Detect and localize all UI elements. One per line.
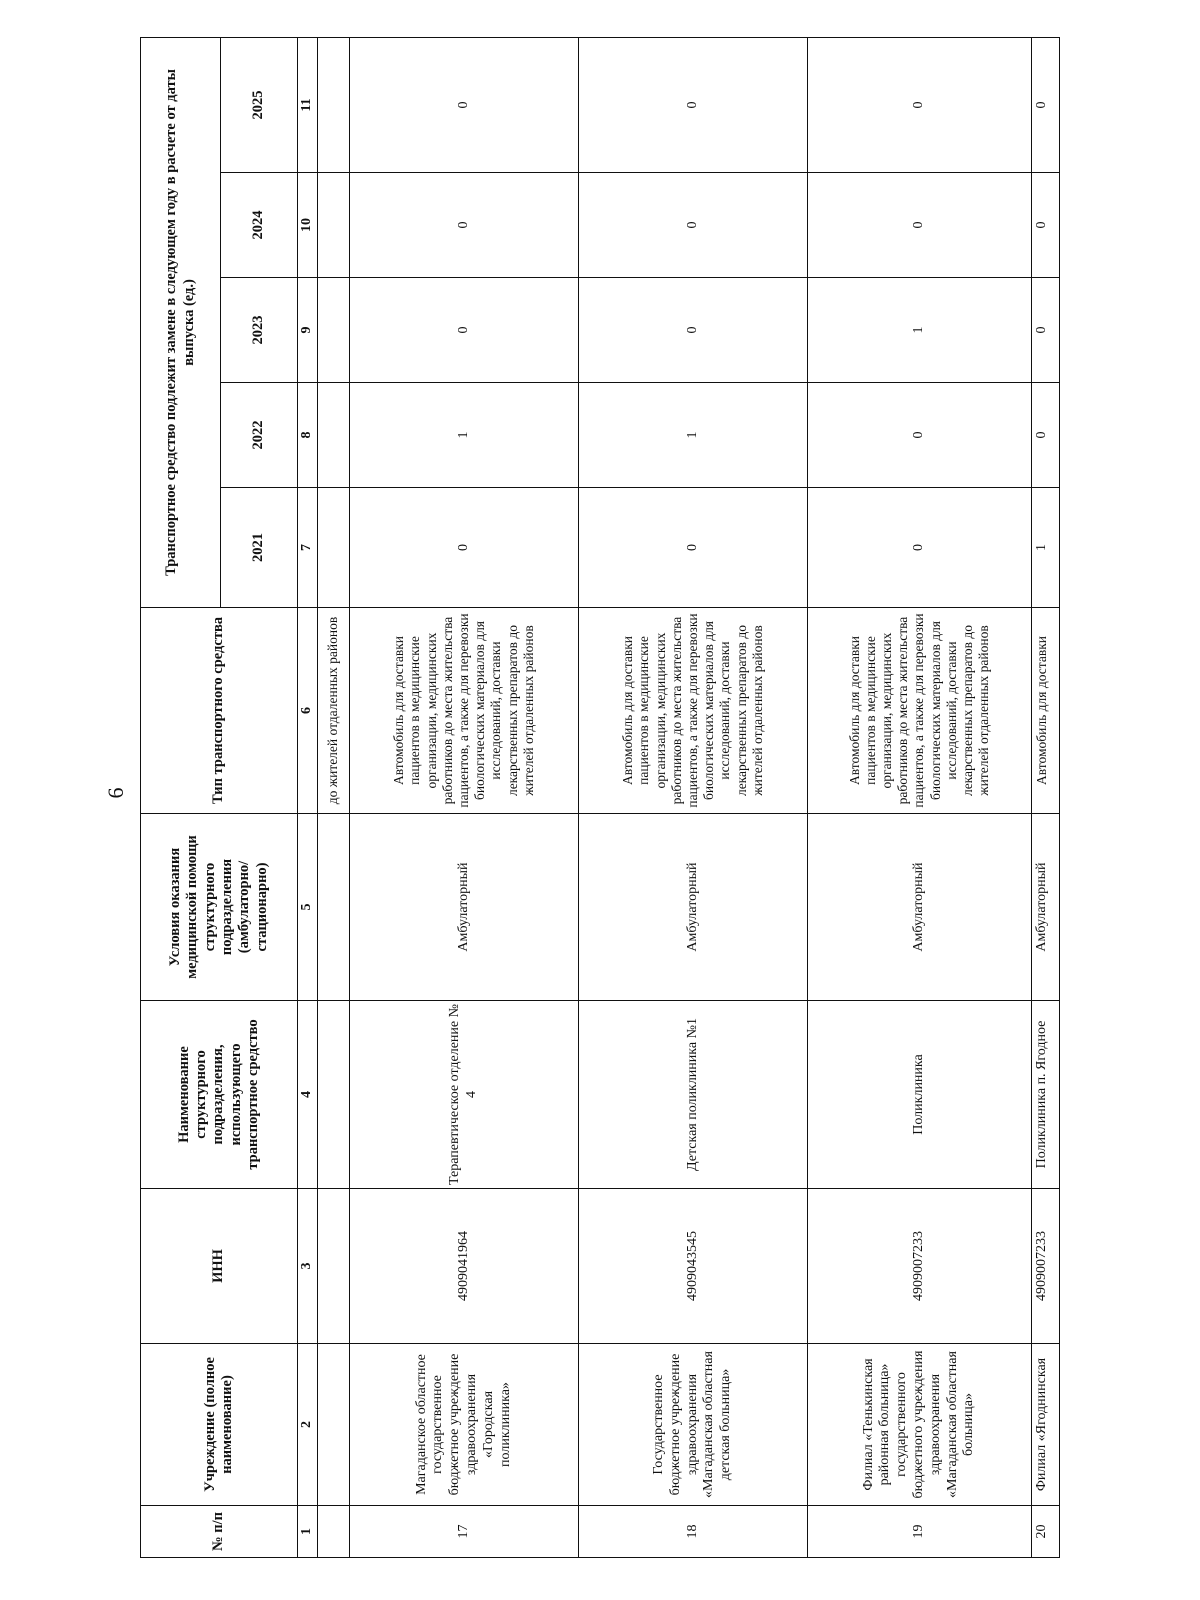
unit-cell: Детская поликлиника №1 (579, 1001, 808, 1189)
column-number: 6 (298, 608, 318, 814)
vehicle-type-cell: Автомобиль для доставки пациентов в медицинские организации, медицинских работников до места жительства пациентов, а также для перевозки биологических материалов для исследований, доставки лекарственных препаратов до жителей отдаленных районов (350, 608, 579, 814)
column-number: 5 (298, 814, 318, 1001)
vehicle-type-cell: Автомобиль для доставки пациентов в медицинские организации, медицинских работников до места жительства пациентов, а также для перевозки биологических материалов для исследований, доставки лекарственных препаратов до жителей отдаленных районов (579, 608, 808, 814)
year-2023-cell: 0 (350, 278, 579, 383)
header-num: № п/п (141, 1506, 298, 1558)
year-2021-cell: 0 (808, 488, 1032, 608)
conditions-cell: Амбулаторный (808, 814, 1032, 1001)
inn-cell: 4909043545 (579, 1189, 808, 1344)
year-2022-cell: 1 (579, 383, 808, 488)
column-number: 11 (298, 37, 318, 172)
vehicle-type-cell: Автомобиль для доставки (1031, 608, 1059, 814)
inn-cell: 4909041964 (350, 1189, 579, 1344)
institution-cell: Филиал «Тенькинская районная больница» государственного бюджетного учреждения здравоохранения «Магаданская областная больница» (808, 1344, 1032, 1506)
conditions-cell: Амбулаторный (579, 814, 808, 1001)
table-row (1031, 37, 1059, 1557)
header-inn: ИНН (141, 1189, 298, 1344)
year-2021-cell: 0 (350, 488, 579, 608)
year-2023-cell: 0 (579, 278, 808, 383)
year-2024-cell: 0 (350, 173, 579, 278)
unit-cell: Поликлиника п. Ягодное (1031, 1001, 1059, 1189)
continuation-row (317, 37, 349, 1557)
inn-cell: 4909007233 (1031, 1189, 1059, 1344)
year-2025-cell: 0 (808, 37, 1032, 172)
year-2023-cell: 1 (808, 278, 1032, 383)
column-number: 4 (298, 1001, 318, 1189)
column-number: 7 (298, 488, 318, 608)
header-year: 2023 (221, 278, 298, 383)
header-year: 2025 (221, 37, 298, 172)
column-number: 1 (298, 1506, 318, 1558)
column-number-row (298, 37, 318, 1557)
unit-cell: Терапевтическое отделение № 4 (350, 1001, 579, 1189)
conditions-cell: Амбулаторный (1031, 814, 1059, 1001)
vehicle-replacement-table (140, 37, 1060, 1558)
year-2022-cell: 0 (1031, 383, 1059, 488)
year-2024-cell: 0 (808, 173, 1032, 278)
year-2025-cell: 0 (1031, 37, 1059, 172)
inn-cell: 4909007233 (808, 1189, 1032, 1344)
header-replacement: Транспортное средство подлежит замене в следующем году в расчете от даты выпуска (ед.) (141, 37, 221, 607)
continuation-text: до жителей отдаленных районов (317, 608, 349, 814)
column-number: 2 (298, 1344, 318, 1506)
row-num: 20 (1031, 1506, 1059, 1558)
institution-cell: Филиал «Ягоднинская (1031, 1344, 1059, 1506)
conditions-cell: Амбулаторный (350, 814, 579, 1001)
page-number: 6 (103, 787, 128, 799)
column-number: 9 (298, 278, 318, 383)
column-number: 10 (298, 173, 318, 278)
header-vehicle-type: Тип транспортного средства (141, 608, 298, 814)
unit-cell: Поликлиника (808, 1001, 1032, 1189)
institution-cell: Магаданское областное государственное бюджетное учреждение здравоохранения «Городская поликлиника» (350, 1344, 579, 1506)
header-conditions: Условия оказания медицинской помощи структурного подразделения (амбулаторно/ стационарно) (141, 814, 298, 1001)
year-2023-cell: 0 (1031, 278, 1059, 383)
table-row (350, 37, 579, 1557)
year-2025-cell: 0 (579, 37, 808, 172)
row-num: 17 (350, 1506, 579, 1558)
row-num: 19 (808, 1506, 1032, 1558)
row-num: 18 (579, 1506, 808, 1558)
year-2024-cell: 0 (1031, 173, 1059, 278)
header-unit-name: Наименование структурного подразделения, использующего транспортное средство (141, 1001, 298, 1189)
header-institution: Учреждение (полное наименование) (141, 1344, 298, 1506)
year-2024-cell: 0 (579, 173, 808, 278)
year-2021-cell: 0 (579, 488, 808, 608)
header-year: 2022 (221, 383, 298, 488)
vehicle-type-cell: Автомобиль для доставки пациентов в медицинские организации, медицинских работников до места жительства пациентов, а также для перевозки биологических материалов для исследований, доставки лекарственных препаратов до жителей отдаленных районов (808, 608, 1032, 814)
table-row (579, 37, 808, 1557)
header-year: 2021 (221, 488, 298, 608)
institution-cell: Государственное бюджетное учреждение здравоохранения «Магаданская областная детская больница» (579, 1344, 808, 1506)
header-row (141, 37, 221, 1557)
header-year: 2024 (221, 173, 298, 278)
year-2022-cell: 1 (350, 383, 579, 488)
year-2022-cell: 0 (808, 383, 1032, 488)
column-number: 8 (298, 383, 318, 488)
column-number: 3 (298, 1189, 318, 1344)
year-2025-cell: 0 (350, 37, 579, 172)
year-2021-cell: 1 (1031, 488, 1059, 608)
table-row (808, 37, 1032, 1557)
